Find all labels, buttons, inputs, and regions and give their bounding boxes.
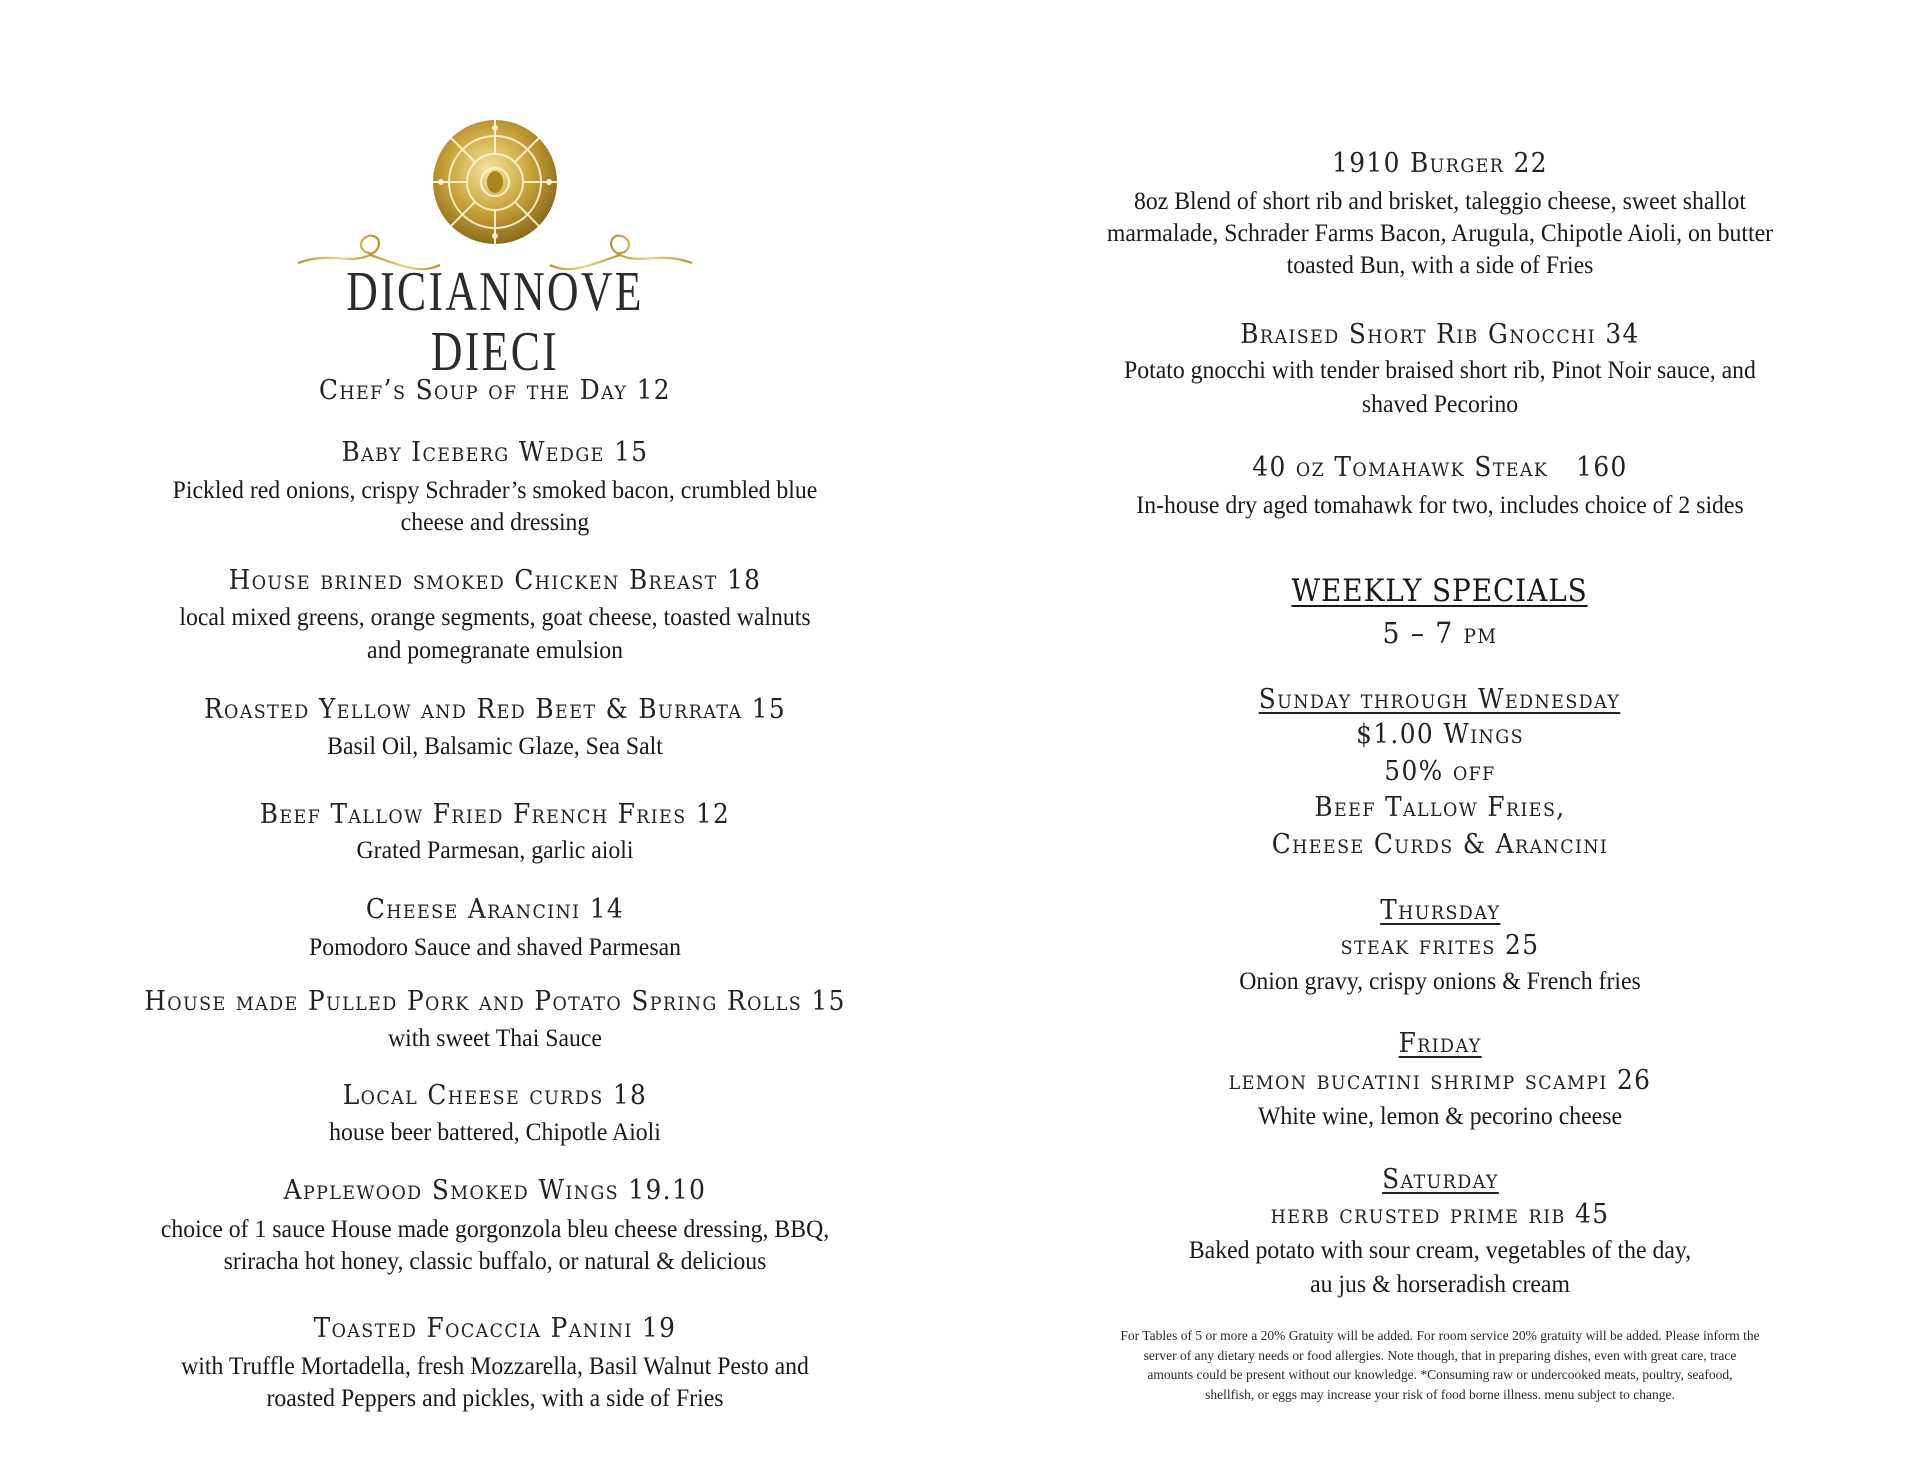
left-menu-column: [100, 0, 890, 1484]
specials-day-heading: Thursday: [1379, 895, 1501, 926]
special-item: herb crusted prime rib 45: [1270, 1199, 1610, 1230]
menu-item-desc: local mixed greens, orange segments, goat cheese, toasted walnuts: [179, 604, 811, 631]
menu-item-desc: and pomegranate emulsion: [367, 637, 623, 664]
menu-item-desc: Grated Parmesan, garlic aioli: [356, 837, 634, 864]
specials-day-heading: Sunday through Wednesday: [1259, 684, 1621, 715]
menu-item-desc: house beer battered, Chipotle Aioli: [329, 1119, 661, 1146]
menu-item-desc: toasted Bun, with a side of Fries: [1286, 252, 1594, 279]
menu-item-title: Baby Iceberg Wedge 15: [341, 437, 649, 468]
specials-day-heading: Friday: [1398, 1028, 1482, 1059]
weekly-specials-heading: [1035, 572, 1845, 610]
menu-item-title: 40 oz Tomahawk Steak 160: [1252, 452, 1628, 483]
menu-item-desc: choice of 1 sauce House made gorgonzola bleu cheese dressing, BBQ,: [160, 1216, 830, 1243]
menu-item-title: Local Cheese curds 18: [342, 1080, 648, 1111]
menu-item-title: Applewood Smoked Wings 19.10: [283, 1175, 707, 1206]
menu-item-title: Cheese Arancini 14: [365, 894, 625, 925]
special-desc: Onion gravy, crispy onions & French fries: [1239, 968, 1641, 995]
menu-item-title: Braised Short Rib Gnocchi 34: [1240, 319, 1640, 350]
disclaimer-footer: [1035, 1326, 1845, 1404]
disclaimer-line: For Tables of 5 or more a 20% Gratuity will be added. For room service 20% gratuity will be added. Please inform the: [1120, 1328, 1760, 1343]
menu-item-title: Toasted Focaccia Panini 19: [313, 1313, 677, 1344]
menu-item-desc: marmalade, Schrader Farms Bacon, Arugula, Chipotle Aioli, on butter: [1106, 220, 1774, 247]
disclaimer-line: server of any dietary needs or food allergies. Note though, that in preparing dishes, even with great care, trace: [1143, 1347, 1737, 1363]
menu-item-desc: sriracha hot honey, classic buffalo, or natural & delicious: [223, 1248, 767, 1275]
menu-item-desc: with Truffle Mortadella, fresh Mozzarella, Basil Walnut Pesto and: [181, 1353, 809, 1380]
special-item: $1.00 Wings: [1356, 719, 1524, 750]
menu-item-title: Beef Tallow Fried French Fries 12: [259, 799, 731, 830]
menu-item-desc: Pomodoro Sauce and shaved Parmesan: [308, 934, 681, 961]
menu-item-desc: Potato gnocchi with tender braised short rib, Pinot Noir sauce, and: [1124, 357, 1756, 384]
menu-item-desc: Basil Oil, Balsamic Glaze, Sea Salt: [327, 733, 663, 760]
menu-item-desc: roasted Peppers and pickles, with a side of Fries: [266, 1385, 724, 1412]
menu-item-title: House made Pulled Pork and Potato Spring Rolls 15: [144, 986, 846, 1017]
menu-item-desc: In-house dry aged tomahawk for two, includes choice of 2 sides: [1136, 492, 1744, 519]
disclaimer-line: shellfish, or eggs may increase your risk of food borne illness. menu subject to change.: [1205, 1386, 1675, 1402]
special-item: 50% off: [1384, 756, 1496, 787]
special-item: Cheese Curds & Arancini: [1271, 829, 1609, 860]
menu-item-desc: cheese and dressing: [400, 509, 590, 536]
disclaimer-line: amounts could be present without our knowledge. *Consuming raw or undercooked meats, poultry, seafood,: [1147, 1367, 1733, 1382]
special-item: Beef Tallow Fries,: [1314, 792, 1566, 823]
menu-item-desc: Pickled red onions, crispy Schrader’s smoked bacon, crumbled blue: [172, 477, 818, 504]
specials-hours: 5 – 7 pm: [1382, 616, 1498, 650]
menu-item-title: 1910 Burger 22: [1332, 148, 1548, 179]
restaurant-name: DICIANNOVE DIECI: [346, 261, 644, 383]
menu-item-title: House brined smoked Chicken Breast 18: [228, 565, 762, 596]
special-desc: White wine, lemon & pecorino cheese: [1257, 1103, 1623, 1130]
special-item: steak frites 25: [1340, 930, 1540, 961]
right-menu-column: [1035, 0, 1845, 1484]
menu-item-title: Chef’s Soup of the Day 12: [319, 375, 671, 406]
special-desc: au jus & horseradish cream: [1310, 1271, 1570, 1298]
weekly-specials-title: WEEKLY SPECIALS: [1291, 573, 1589, 609]
special-desc: Baked potato with sour cream, vegetables of the day,: [1188, 1237, 1692, 1264]
menu-item-desc: shaved Pecorino: [1361, 391, 1519, 418]
menu-item-title: Roasted Yellow and Red Beet & Burrata 15: [203, 694, 787, 725]
special-item: lemon bucatini shrimp scampi 26: [1228, 1065, 1652, 1096]
specials-day-heading: Saturday: [1381, 1164, 1499, 1195]
menu-item-desc: with sweet Thai Sauce: [388, 1025, 602, 1052]
menu-item-desc: 8oz Blend of short rib and brisket, taleggio cheese, sweet shallot: [1133, 188, 1747, 215]
